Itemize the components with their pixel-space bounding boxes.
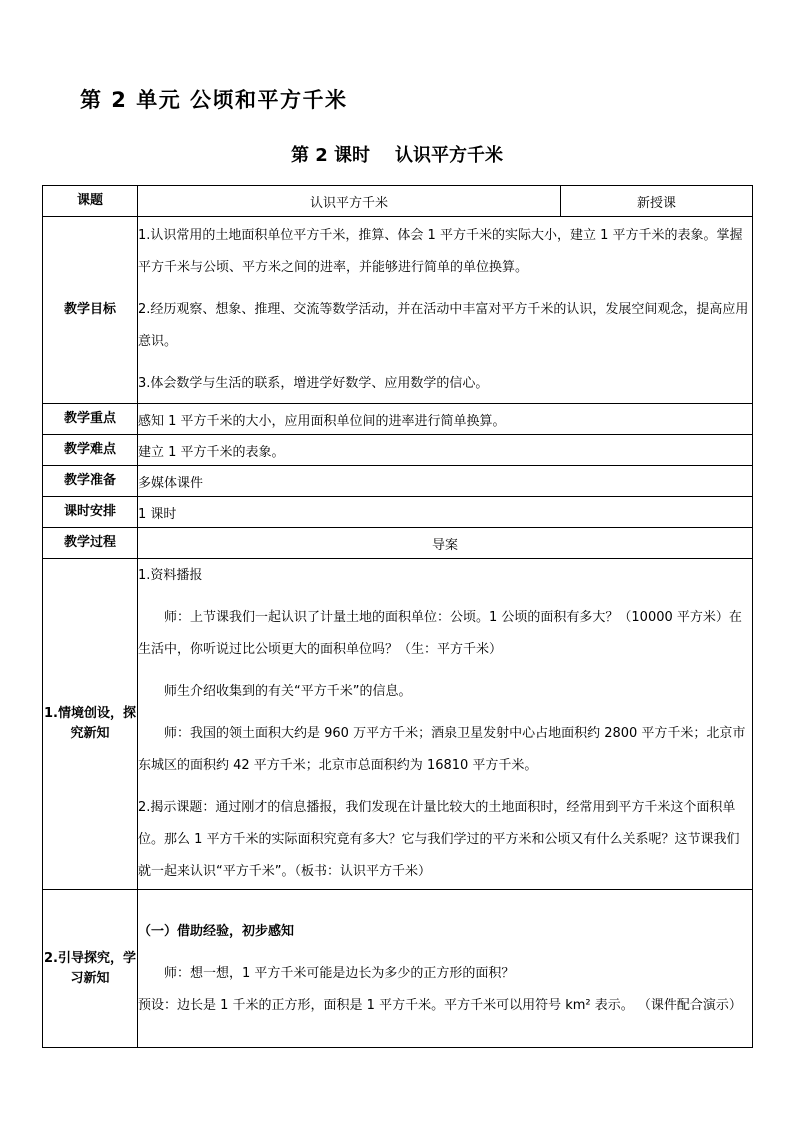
key-points-label: 教学重点: [43, 404, 138, 435]
row-section-2: [43, 890, 753, 1048]
section-2-label: 2.引导探究，学习新知: [43, 890, 138, 1048]
schedule-label: 课时安排: [43, 497, 138, 528]
goal-item: 2.经历观察、想象、推理、交流等数学活动，并在活动中丰富对平方千米的认识，发展空间观念，提高应用意识。: [138, 302, 749, 349]
difficulty-label: 教学难点: [43, 435, 138, 466]
topic-value: 认识平方千米: [138, 186, 561, 217]
preparation-label: 教学准备: [43, 466, 138, 497]
goals-label: 教学目标: [43, 217, 138, 404]
lesson-title: 第 2 课时 认识平方千米: [290, 145, 504, 166]
section-1-content: [138, 559, 753, 890]
difficulty-value: 建立 1 平方千米的表象。: [138, 435, 753, 466]
row-topic: [43, 186, 753, 217]
row-section-1: [43, 559, 753, 890]
section-1-label: 1.情境创设，探究新知: [43, 559, 138, 890]
section-1-paragraph: 师：我国的领土面积大约是 960 万平方千米；酒泉卫星发射中心占地面积约 2800 平方千米；北京市东城区的面积约 42 平方千米；北京市总面积约为 16810 平方千米。: [138, 726, 746, 773]
section-2-content: [138, 890, 753, 1048]
row-preparation: [43, 466, 753, 497]
goal-item: 3.体会数学与生活的联系，增进学好数学、应用数学的信心。: [138, 376, 489, 391]
row-goals: [43, 217, 753, 404]
section-1-paragraph: 1.资料播报: [138, 568, 203, 583]
row-schedule: [43, 497, 753, 528]
process-label: 教学过程: [43, 528, 138, 559]
lesson-plan-table: [42, 185, 753, 1048]
section-2-paragraph: 预设：边长是 1 千米的正方形，面积是 1 平方千米。平方千米可以用符号 km² 表示。 （课件配合演示）: [138, 997, 742, 1013]
goal-item: 1.认识常用的土地面积单位平方千米，推算、体会 1 平方千米的实际大小，建立 1 平方千米的表象。掌握平方千米与公顷、平方米之间的进率，并能够进行简单的单位换算。: [138, 228, 743, 275]
row-difficulty: [43, 435, 753, 466]
unit-title: 第 2 单元 公顷和平方千米: [80, 88, 348, 112]
goals-content: [138, 217, 753, 404]
row-process: [43, 528, 753, 559]
section-1-paragraph: 2.揭示课题：通过刚才的信息播报，我们发现在计量比较大的土地面积时，经常用到平方千米这个面积单位。那么 1 平方千米的实际面积究竟有多大？它与我们学过的平方米和公顷又有什么关系呢？这节课我们就一起来认识“平方千米”。（板书：认识平方千米）: [138, 800, 740, 879]
section-2-paragraph: 师：想一想，1 平方千米可能是边长为多少的正方形的面积？: [164, 965, 515, 981]
process-value: 导案: [138, 528, 753, 559]
section-1-paragraph: 师生介绍收集到的有关“平方千米”的信息。: [164, 684, 412, 699]
preparation-value: 多媒体课件: [138, 466, 753, 497]
key-points-value: 感知 1 平方千米的大小，应用面积单位间的进率进行简单换算。: [138, 404, 753, 435]
section-2-paragraph: （一）借助经验，初步感知: [138, 923, 295, 939]
schedule-value: 1 课时: [138, 497, 753, 528]
section-1-paragraph: 师：上节课我们一起认识了计量土地的面积单位：公顷。1 公顷的面积有多大？（10000 平方米）在生活中，你听说过比公顷更大的面积单位吗？（生：平方千米）: [138, 610, 742, 657]
topic-label: 课题: [43, 186, 138, 217]
lesson-type: 新授课: [561, 186, 753, 217]
row-key-points: [43, 404, 753, 435]
